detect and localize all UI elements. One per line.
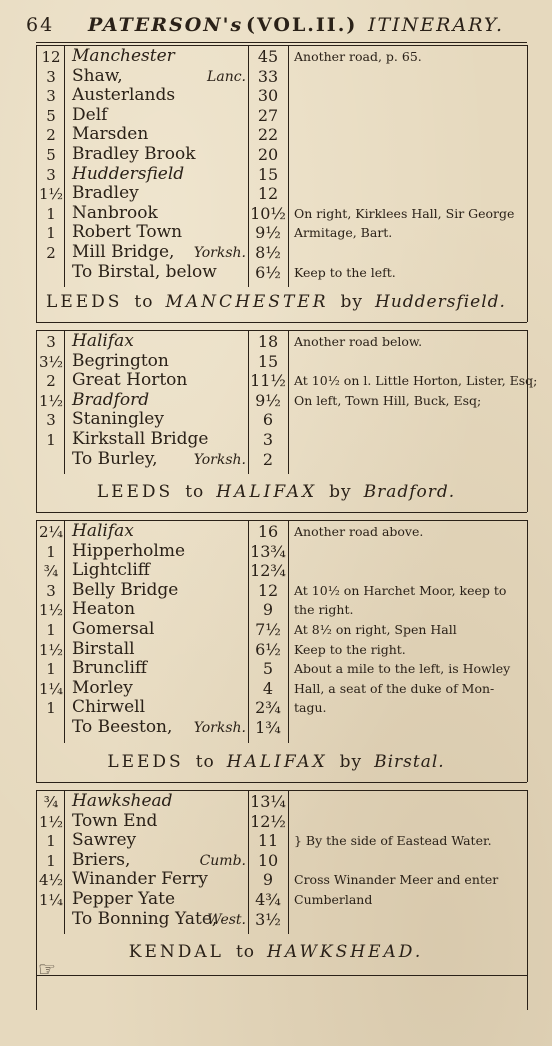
section-bottom-rule [36, 322, 527, 323]
place-name: Austerlands [72, 85, 176, 106]
mile-value: 12 [41, 48, 61, 66]
place-name: Sawrey [72, 830, 137, 851]
route-connector-to: to [134, 292, 154, 312]
county-abbreviation: Yorksh. [193, 451, 246, 468]
route-connector-to: to [235, 942, 256, 962]
distance-column-rule [288, 520, 289, 743]
mile-value: 1 [46, 224, 56, 243]
distance-value: 20 [257, 145, 279, 164]
distance-value: 2 [262, 449, 274, 469]
left-frame-rule [36, 790, 37, 1010]
place-name: Robert Town [72, 222, 183, 243]
running-header [0, 14, 552, 40]
route-via-town: Huddersfield. [375, 292, 506, 312]
mile-value: 3 [46, 165, 56, 184]
mile-value: 5 [46, 146, 56, 164]
route-connector-by: by [339, 752, 363, 772]
place-name: Bradley Brook [72, 144, 196, 164]
road-note: tagu. [294, 700, 327, 716]
county-abbreviation: Yorksh. [193, 720, 246, 736]
place-name: Huddersfield [72, 163, 185, 184]
distance-value: 10 [257, 850, 279, 870]
distance-value: 1¾ [255, 718, 281, 737]
mile-value: 1 [46, 660, 56, 679]
route-destination-town: MANCHESTER [165, 292, 329, 312]
distance-value: 6½ [255, 262, 281, 282]
distance-value: 15 [257, 351, 279, 371]
route-title [0, 752, 552, 772]
road-note: On left, Town Hill, Buck, Esq; [294, 392, 482, 408]
mile-value: 3½ [38, 352, 64, 371]
distance-value: 13¼ [250, 792, 286, 811]
distance-value: 16 [257, 522, 279, 541]
road-note: Another road, p. 65. [294, 49, 422, 64]
place-name: Bradley [72, 183, 139, 204]
place-name: Gomersal [72, 619, 155, 639]
mile-column-rule [64, 520, 65, 743]
mile-value: 1½ [38, 601, 64, 620]
route-destination-town: HALIFAX [216, 482, 318, 502]
mile-value: 1½ [38, 185, 64, 204]
route-connector-by: by [340, 292, 363, 312]
road-note: Another road below. [294, 334, 423, 349]
road-note: Another road above. [294, 524, 424, 539]
place-name: Marsden [72, 124, 149, 145]
distance-value: 13¾ [250, 541, 286, 561]
road-note: On right, Kirklees Hall, Sir George [294, 205, 515, 221]
pointing-hand-icon: ☞ [38, 957, 56, 981]
road-note: Armitage, Bart. [294, 225, 393, 241]
road-note: At 10½ on Harchet Moor, keep to [294, 582, 507, 598]
place-name: Hipperholme [72, 540, 186, 561]
left-frame-rule [36, 45, 37, 322]
mile-value: 2 [46, 372, 56, 391]
mile-value: 1½ [38, 391, 64, 410]
distance-value: 5 [262, 659, 274, 679]
right-frame-rule [527, 520, 528, 782]
place-name: Bruncliff [72, 658, 147, 679]
mile-value: 2¼ [38, 523, 64, 541]
place-name: Shaw, [72, 65, 123, 86]
mile-column-rule [64, 330, 65, 474]
distance-value: 2¾ [255, 698, 281, 718]
route-from-town: LEEDS [107, 752, 184, 772]
distance-value: 6½ [255, 639, 281, 659]
right-frame-rule [527, 790, 528, 1010]
place-name: To Burley, [72, 448, 158, 469]
place-column-rule [248, 790, 249, 934]
road-note: At 10½ on l. Little Horton, Lister, Esq; [294, 373, 538, 389]
distance-value: 22 [257, 125, 279, 145]
place-name: Kirkstall Bridge [72, 429, 209, 449]
distance-value: 45 [257, 47, 279, 66]
mile-value: 1 [46, 699, 56, 718]
place-name: Great Horton [72, 370, 188, 391]
distance-value: 9½ [255, 223, 281, 243]
place-name: Manchester [72, 46, 175, 66]
distance-value: 6 [262, 410, 274, 430]
county-abbreviation: Lanc. [207, 68, 246, 85]
mile-value: ¾ [43, 562, 59, 581]
place-name: Heaton [72, 599, 136, 620]
mile-value: 1½ [38, 812, 64, 831]
distance-value: 8½ [255, 243, 281, 262]
place-name: Birstall [72, 638, 135, 659]
place-name: Halifax [72, 521, 134, 541]
place-name: Halifax [72, 331, 134, 351]
header-title-volume: (VOL.II.) [246, 14, 358, 36]
distance-value: 3½ [255, 909, 281, 929]
distance-value: 9 [262, 600, 274, 620]
header-rule [36, 42, 527, 43]
distance-column-rule [288, 790, 289, 934]
distance-value: 30 [257, 86, 279, 106]
distance-value: 4¾ [255, 890, 281, 909]
mile-column-rule [64, 45, 65, 287]
road-note: Cumberland [294, 892, 373, 907]
place-name: Hawkshead [72, 791, 173, 811]
header-title-work: ITINERARY. [368, 14, 505, 36]
distance-value: 12½ [250, 811, 286, 831]
place-column-rule [248, 330, 249, 474]
place-name: Bradford [72, 389, 150, 410]
route-via-town: Bradford. [363, 482, 456, 502]
mile-value: 1 [46, 542, 56, 561]
county-abbreviation: Yorksh. [193, 245, 246, 261]
mile-value: 1¼ [38, 679, 64, 698]
place-name: Morley [72, 677, 133, 698]
mile-value: 1 [46, 832, 56, 851]
distance-value: 11½ [250, 371, 286, 391]
distance-value: 33 [257, 66, 279, 86]
road-note: Cross Winander Meer and enter [294, 872, 499, 888]
county-abbreviation: West. [207, 911, 246, 928]
mile-value: 4½ [38, 871, 64, 890]
place-name: To Bonning Yate, [72, 908, 218, 929]
mile-value: 2 [46, 244, 56, 262]
place-column-rule [248, 45, 249, 287]
distance-value: 18 [257, 332, 279, 351]
road-note: At 8½ on right, Spen Hall [294, 622, 457, 637]
mile-value: 3 [46, 411, 56, 430]
mile-value: 1 [46, 851, 56, 870]
route-title [0, 942, 552, 962]
left-frame-rule [36, 520, 37, 782]
road-note: About a mile to the left, is Howley [294, 661, 511, 677]
place-name: Lightcliff [72, 560, 150, 581]
route-from-town: LEEDS [96, 482, 174, 502]
mile-value: 3 [46, 67, 56, 86]
mile-value: ¾ [43, 793, 59, 811]
page-number: 64 [26, 14, 55, 36]
route-via-town: Birstal. [374, 752, 445, 772]
place-name: Nanbrook [72, 202, 158, 223]
place-name: To Birstal, below [72, 261, 217, 282]
county-abbreviation: Cumb. [199, 852, 246, 869]
distance-value: 15 [257, 164, 279, 184]
distance-column-rule [288, 330, 289, 474]
road-note: Keep to the right. [294, 641, 406, 657]
distance-value: 9 [262, 870, 274, 890]
route-title [0, 292, 552, 312]
distance-value: 12 [257, 184, 279, 204]
place-name: Belly Bridge [72, 579, 179, 600]
place-name: Winander Ferry [72, 869, 208, 890]
place-name: Pepper Yate [72, 889, 176, 909]
place-name: To Beeston, [72, 717, 173, 737]
route-from-town: KENDAL [128, 942, 224, 962]
road-note: Keep to the left. [294, 264, 396, 280]
place-name: Staningley [72, 409, 164, 430]
mile-value: 1 [46, 204, 56, 223]
place-name: Briers, [72, 849, 131, 870]
mile-value: 1 [46, 431, 56, 449]
place-name: Chirwell [72, 697, 146, 718]
mile-column-rule [64, 790, 65, 934]
distance-value: 7½ [255, 620, 281, 639]
road-note: the right. [294, 602, 354, 618]
page-bottom-rule [36, 975, 527, 976]
distance-value: 12 [257, 580, 279, 600]
distance-value: 10½ [250, 203, 286, 223]
distance-value: 4 [262, 678, 274, 698]
road-note: Hall, a seat of the duke of Mon- [294, 680, 495, 696]
mile-value: 3 [46, 581, 56, 600]
route-connector-to: to [185, 482, 205, 502]
mile-value: 1½ [38, 640, 64, 659]
mile-value: 1¼ [38, 891, 64, 909]
section-bottom-rule [36, 512, 527, 513]
place-name: Mill Bridge, [72, 242, 175, 262]
place-name: Begrington [72, 350, 169, 371]
section-bottom-rule [36, 782, 527, 783]
place-name: Delf [72, 104, 108, 125]
mile-value: 2 [46, 126, 56, 145]
distance-value: 12¾ [250, 561, 286, 581]
road-note: } By the side of Eastead Water. [294, 833, 492, 849]
route-from-town: LEEDS [46, 292, 123, 312]
mile-value: 1 [46, 621, 56, 639]
distance-column-rule [288, 45, 289, 287]
mile-value: 3 [46, 333, 56, 351]
header-title-author: PATERSON's [88, 14, 244, 36]
distance-value: 27 [257, 105, 279, 125]
route-connector-to: to [195, 752, 215, 772]
mile-value: 5 [46, 106, 56, 125]
route-title [0, 482, 552, 502]
right-frame-rule [527, 45, 528, 322]
route-destination-town: HAWKSHEAD. [267, 942, 424, 962]
distance-value: 9½ [255, 390, 281, 410]
distance-value: 11 [257, 831, 279, 851]
route-destination-town: HALIFAX [226, 752, 328, 772]
place-column-rule [248, 520, 249, 743]
place-name: Town End [72, 810, 158, 831]
distance-value: 3 [262, 430, 274, 449]
route-connector-by: by [329, 482, 352, 502]
mile-value: 3 [46, 87, 56, 106]
